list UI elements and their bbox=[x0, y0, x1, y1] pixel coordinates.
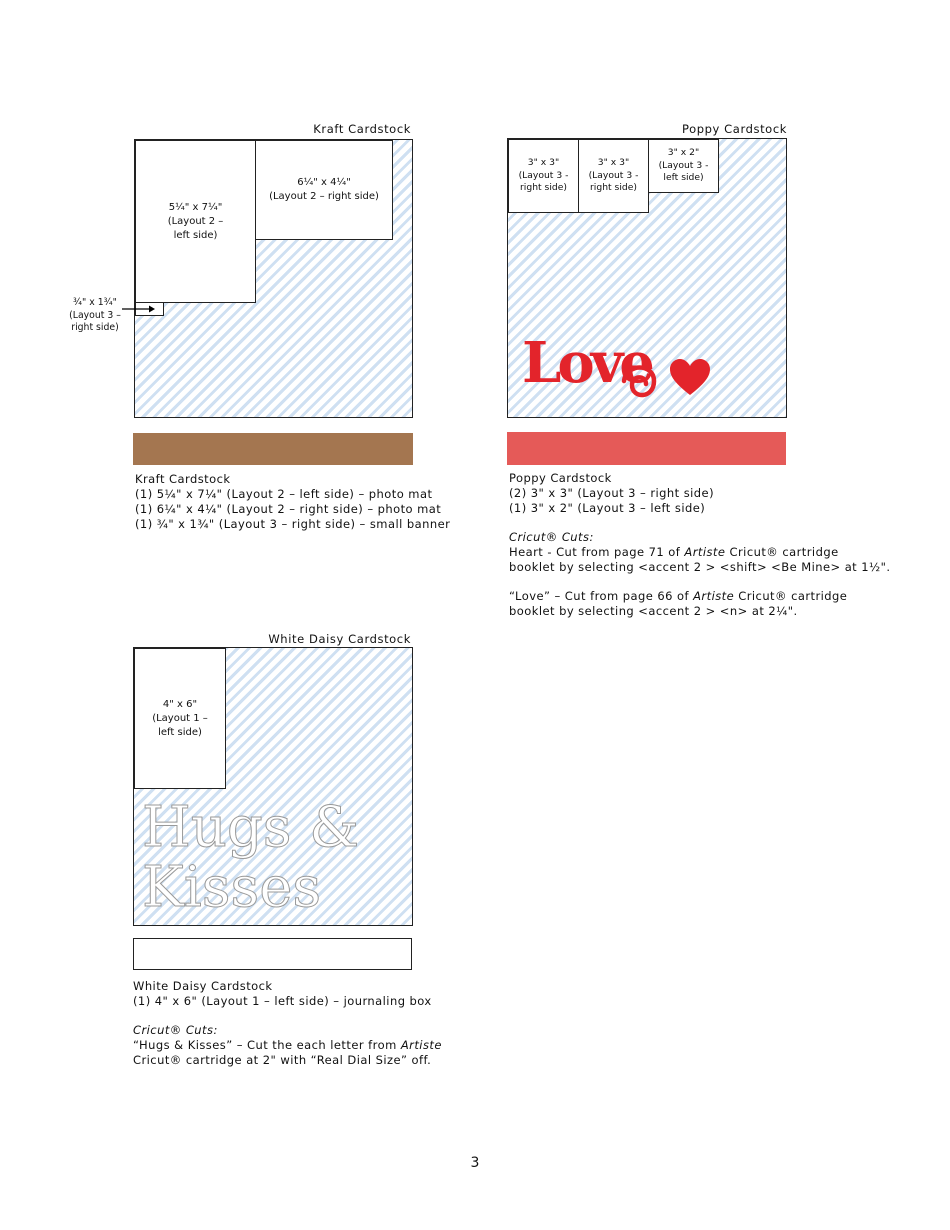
piece-size: 6¼" x 4¼" bbox=[297, 177, 351, 188]
kraft-description bbox=[135, 472, 450, 532]
love-swirl-icon bbox=[620, 353, 662, 403]
kisses-word-cut: Kisses bbox=[142, 855, 322, 920]
cuts-label: Cricut® Cuts: bbox=[133, 1023, 218, 1037]
desc-heading: Kraft Cardstock bbox=[135, 472, 231, 486]
heart-icon bbox=[670, 359, 710, 397]
poppy-sheet-title: Poppy Cardstock bbox=[681, 122, 787, 136]
callout-size: ¾" x 1¾" bbox=[73, 297, 117, 308]
daisy-piece-journaling-box bbox=[134, 648, 226, 789]
love-word-cut: Love bbox=[522, 330, 651, 396]
desc-line: (1) ¾" x 1¾" (Layout 3 – right side) – small banner bbox=[135, 517, 451, 531]
desc-line: (1) 3" x 2" (Layout 3 – left side) bbox=[509, 501, 706, 515]
heart-post: Cricut® cartridge bbox=[725, 545, 839, 559]
love-cut-instructions-2: booklet by selecting <accent 2 > <n> at 2¼". bbox=[509, 604, 798, 618]
cartridge-name: Artiste bbox=[693, 589, 735, 603]
poppy-piece-square-1 bbox=[508, 139, 579, 213]
kraft-sheet-title: Kraft Cardstock bbox=[313, 122, 411, 136]
piece-side: left side) bbox=[173, 229, 218, 241]
hugs-word-cut: Hugs & bbox=[142, 795, 360, 860]
desc-line: (1) 5¼" x 7¼" (Layout 2 – left side) – photo mat bbox=[135, 487, 433, 501]
love-pre: “Love” – Cut from page 66 of bbox=[509, 589, 694, 603]
hugs-cut-instructions bbox=[133, 1038, 442, 1053]
hugs-cut-instructions-2: Cricut® cartridge at 2" with “Real Dial Size” off. bbox=[133, 1053, 432, 1067]
daisy-color-swatch bbox=[133, 938, 412, 970]
piece-layout: (Layout 2 – right side) bbox=[269, 191, 379, 202]
poppy-cutting-diagram bbox=[507, 138, 787, 418]
piece-size: 4" x 6" bbox=[162, 698, 198, 710]
cartridge-name: Artiste bbox=[684, 545, 726, 559]
heart-pre: Heart - Cut from page 71 of bbox=[509, 545, 685, 559]
heart-cut-instructions bbox=[509, 545, 890, 560]
desc-line: (2) 3" x 3" (Layout 3 – right side) bbox=[509, 486, 715, 500]
piece-layout: (Layout 2 – bbox=[167, 215, 224, 227]
piece-side: right side) bbox=[590, 182, 637, 194]
kraft-piece-photo-mat-right bbox=[255, 140, 393, 240]
love-post: Cricut® cartridge bbox=[734, 589, 848, 603]
piece-layout: (Layout 3 - bbox=[658, 159, 709, 171]
piece-side: right side) bbox=[520, 182, 567, 194]
kraft-color-swatch bbox=[133, 433, 413, 465]
kraft-cutting-diagram bbox=[134, 139, 413, 418]
piece-size: 3" x 2" bbox=[667, 147, 700, 159]
callout-side: right side) bbox=[71, 322, 119, 334]
callout-arrow-icon bbox=[120, 304, 156, 314]
kraft-banner-callout bbox=[56, 297, 134, 335]
daisy-cutting-diagram bbox=[133, 647, 413, 926]
kraft-piece-photo-mat-left bbox=[135, 140, 256, 303]
page-number: 3 bbox=[470, 1155, 480, 1171]
piece-size: 3" x 3" bbox=[527, 157, 560, 169]
poppy-piece-square-2 bbox=[578, 139, 649, 213]
piece-size: 3" x 3" bbox=[597, 157, 630, 169]
callout-layout: (Layout 3 – bbox=[69, 309, 121, 321]
piece-side: left side) bbox=[663, 172, 704, 184]
heart-cut-instructions-2: booklet by selecting <accent 2 > <shift> <Be Mine> at 1½". bbox=[509, 560, 891, 574]
desc-line: (1) 6¼" x 4¼" (Layout 2 – right side) – photo mat bbox=[135, 502, 442, 516]
cartridge-name: Artiste bbox=[400, 1038, 442, 1052]
piece-layout: (Layout 3 - bbox=[588, 169, 639, 181]
love-cut-instructions bbox=[509, 589, 890, 604]
desc-line: (1) 4" x 6" (Layout 1 – left side) – journaling box bbox=[133, 994, 432, 1008]
piece-layout: (Layout 3 - bbox=[518, 169, 569, 181]
poppy-piece-rectangle bbox=[648, 139, 719, 193]
cuts-label: Cricut® Cuts: bbox=[509, 530, 594, 544]
desc-heading: White Daisy Cardstock bbox=[133, 979, 273, 993]
poppy-description bbox=[509, 471, 890, 619]
piece-layout: (Layout 1 – bbox=[152, 712, 208, 724]
daisy-sheet-title: White Daisy Cardstock bbox=[268, 632, 411, 646]
piece-side: left side) bbox=[158, 726, 202, 738]
piece-size: 5¼" x 7¼" bbox=[168, 201, 223, 213]
hugs-pre: “Hugs & Kisses” – Cut the each letter from bbox=[133, 1038, 401, 1052]
desc-heading: Poppy Cardstock bbox=[509, 471, 612, 485]
daisy-description bbox=[133, 979, 442, 1068]
poppy-color-swatch bbox=[507, 432, 786, 465]
